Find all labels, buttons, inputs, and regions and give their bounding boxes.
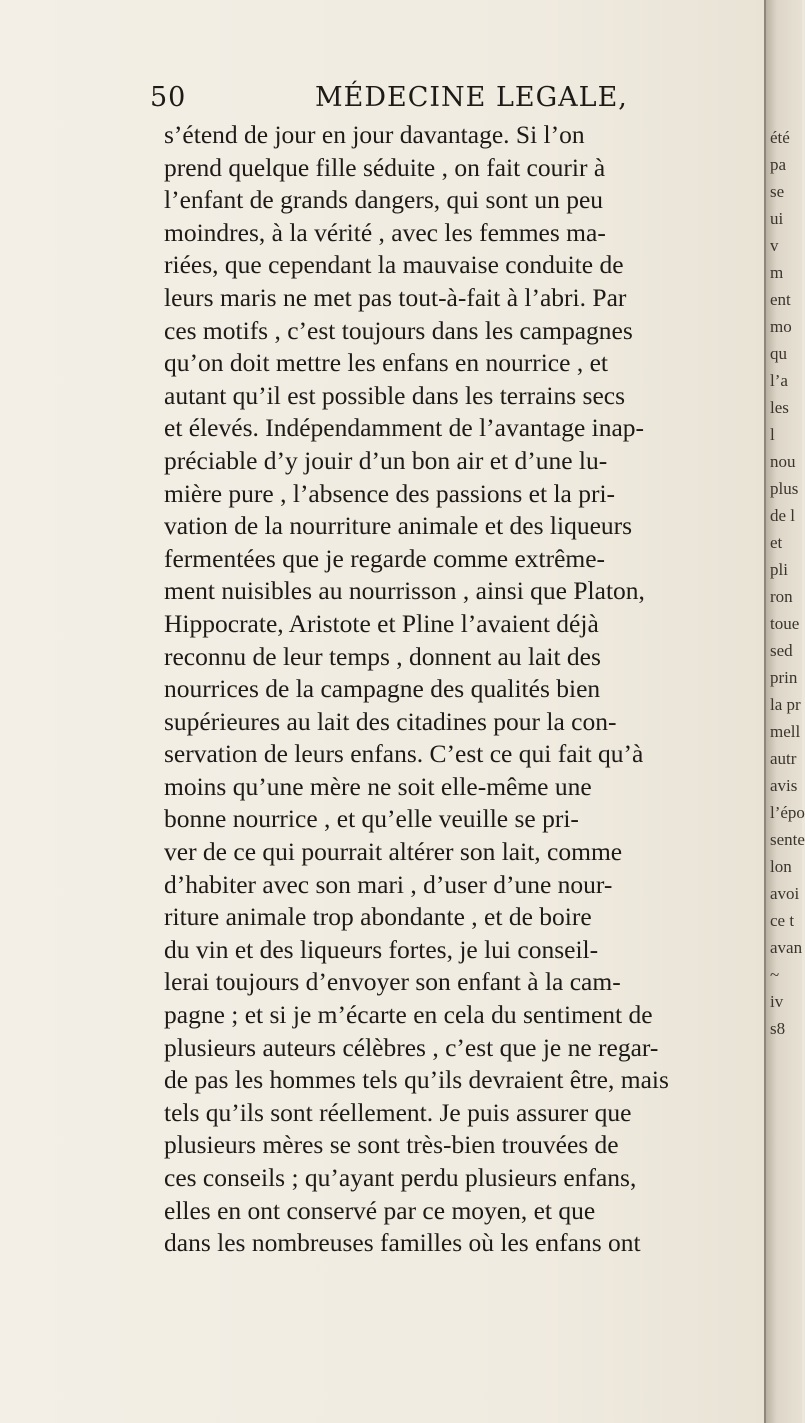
text-line: plusieurs mères se sont très-bien trouvées de xyxy=(164,1130,619,1160)
text-line: ver de ce qui pourrait altérer son lait, comme xyxy=(164,837,623,867)
text-line: mière pure , l’absence des passions et la pri- xyxy=(164,478,616,508)
facing-page-fragment: ce t xyxy=(770,911,795,930)
text-line: vation de la nourriture animale et des liqueurs xyxy=(164,511,633,541)
text-line: moins qu’une mère ne soit elle-même une xyxy=(164,771,592,801)
text-line: de pas les hommes tels qu’ils devraient être, mais xyxy=(164,1065,669,1095)
facing-page-fragment: qu xyxy=(770,344,787,363)
text-line: riées, que cependant la mauvaise conduite de xyxy=(164,250,624,280)
text-line: du vin et des liqueurs fortes, je lui conseil- xyxy=(164,934,599,964)
facing-page-fragment: sente xyxy=(770,830,805,849)
facing-page-fragment: avoi xyxy=(770,884,800,903)
text-line: dans les nombreuses familles où les enfans ont xyxy=(164,1228,641,1258)
text-line: Hippocrate, Aristote et Pline l’avaient déjà xyxy=(164,608,599,638)
facing-page-fragment: mo xyxy=(770,317,792,336)
text-line: prend quelque fille séduite , on fait courir à xyxy=(164,152,606,182)
facing-page-fragment: ent xyxy=(770,290,791,309)
facing-page-fragment: été xyxy=(770,128,790,147)
text-line: leurs maris ne met pas tout-à-fait à l’abri. Par xyxy=(164,282,627,312)
facing-page-fragment: v xyxy=(770,236,779,255)
text-line: bonne nourrice , et qu’elle veuille se pri- xyxy=(164,804,579,834)
facing-page-fragment: iv xyxy=(770,992,784,1011)
facing-page-fragment: ron xyxy=(770,587,793,606)
page-number: 50 xyxy=(150,82,187,113)
text-line: lerai toujours d’envoyer son enfant à la cam- xyxy=(164,967,621,997)
text-line: qu’on doit mettre les enfans en nourrice , et xyxy=(164,348,608,378)
text-line: préciable d’y jouir d’un bon air et d’une lu- xyxy=(164,445,608,475)
text-line: ces conseils ; qu’ayant perdu plusieurs enfans, xyxy=(164,1163,637,1192)
facing-page-fragment: s8 xyxy=(770,1019,786,1038)
text-line: supérieures au lait des citadines pour la con- xyxy=(164,706,617,736)
facing-page-fragment: autr xyxy=(770,749,797,768)
text-line: riture animale trop abondante , et de boire xyxy=(164,902,592,932)
facing-page-fragment: et xyxy=(770,533,783,552)
facing-page-fragment: pli xyxy=(770,560,788,579)
facing-page-fragment: se xyxy=(770,182,785,201)
text-line: l’enfant de grands dangers, qui sont un peu xyxy=(164,185,604,215)
facing-page-fragment: prin xyxy=(770,668,798,687)
text-line: fermentées que je regarde comme extrême- xyxy=(164,543,606,573)
running-title: MÉDECINE LEGALE, xyxy=(315,82,628,113)
facing-page-fragment: mell xyxy=(770,722,801,741)
text-line: s’étend de jour en jour davantage. Si l’on xyxy=(164,120,585,149)
text-line: tels qu’ils sont réellement. Je puis assurer que xyxy=(164,1097,632,1127)
text-line: et élevés. Indépendamment de l’avantage inap- xyxy=(164,413,645,443)
facing-page-fragment: avis xyxy=(770,776,798,795)
text-line: reconnu de leur temps , donnent au lait des xyxy=(164,641,601,671)
text-line: d’habiter avec son mari , d’user d’une nour- xyxy=(164,869,613,899)
facing-page-fragment: m xyxy=(770,263,784,282)
text-line: plusieurs auteurs célèbres , c’est que je ne regar- xyxy=(164,1032,659,1062)
facing-page-fragment: de l xyxy=(770,506,796,525)
facing-page-fragment: sed xyxy=(770,641,793,660)
text-line: autant qu’il est possible dans les terrains secs xyxy=(164,380,626,410)
facing-page-fragment: lon xyxy=(770,857,792,876)
text-line: ces motifs , c’est toujours dans les campagnes xyxy=(164,315,633,345)
facing-page-fragment: la pr xyxy=(770,695,801,714)
facing-page-fragment: avan xyxy=(770,938,803,957)
text-line: nourrices de la campagne des qualités bien xyxy=(164,674,601,704)
text-line: servation de leurs enfans. C’est ce qui fait qu’à xyxy=(164,739,644,769)
facing-page-fragment: ui xyxy=(770,209,784,228)
facing-page-fragment: pa xyxy=(770,155,787,174)
text-line: moindres, à la vérité , avec les femmes ma- xyxy=(164,217,606,247)
facing-page-fragment: plus xyxy=(770,479,799,498)
text-line: pagne ; et si je m’écarte en cela du sentiment de xyxy=(164,1000,653,1030)
text-line: elles en ont conservé par ce moyen, et que xyxy=(164,1195,596,1225)
facing-page-fragment: l’a xyxy=(770,371,788,390)
facing-page-fragment: l’épo xyxy=(770,803,805,822)
facing-page-fragment: nou xyxy=(770,452,796,471)
facing-page-fragment: l xyxy=(770,425,775,444)
text-line: ment nuisibles au nourrisson , ainsi que Platon, xyxy=(164,576,645,606)
body-text xyxy=(164,119,774,1260)
facing-page-fragment: ~ xyxy=(770,965,780,984)
facing-page-fragment: toue xyxy=(770,614,800,633)
facing-page-fragment: les xyxy=(770,398,789,417)
facing-page-edge xyxy=(764,0,805,1423)
